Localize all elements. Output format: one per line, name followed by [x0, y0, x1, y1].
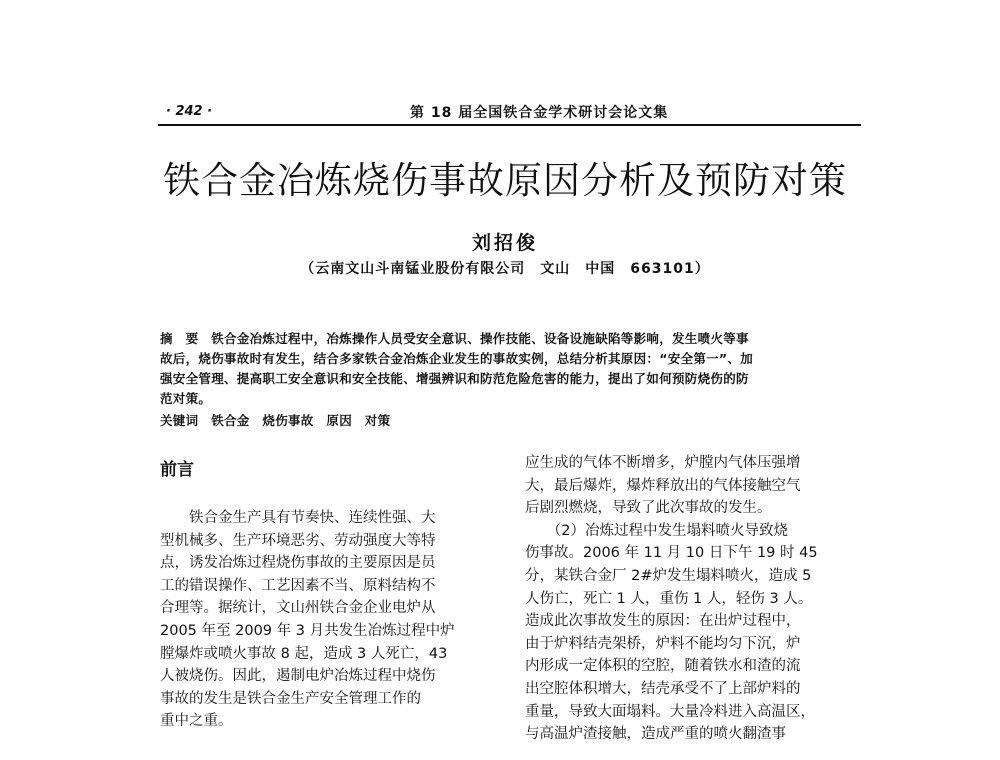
- body-line: 大，最后爆炸，爆炸释放出的气体接触空气: [525, 477, 801, 494]
- body-line: 重量，导致大面塌料。大量冷料进入高温区，: [525, 703, 815, 720]
- body-line: 合理等。据统计，文山州铁合金企业电炉从: [160, 600, 436, 617]
- body-line: 出空腔体积增大，结壳承受不了上部炉料的: [525, 680, 801, 697]
- body-line: 工的错误操作、工艺因素不当、原料结构不: [160, 577, 436, 594]
- body-line: 由于炉料结壳架桥，炉料不能均匀下沉，炉: [525, 635, 801, 652]
- running-header: 第 18 届全国铁合金学术研讨会论文集: [410, 105, 669, 121]
- left-column: [160, 507, 455, 733]
- right-column: [525, 452, 818, 746]
- body-line: 内形成一定体积的空腔，随着铁水和渣的流: [525, 658, 801, 675]
- body-line: 应生成的气体不断增多，炉膛内气体压强增: [525, 455, 801, 471]
- body-line: 2005 年至 2009 年 3 月共发生冶炼过程中炉: [160, 622, 455, 639]
- body-line: 点，诱发冶炼过程烧伤事故的主要原因是员: [160, 555, 436, 572]
- keywords: 关键词 铁合金 烧伤事故 原因 对策: [160, 413, 391, 428]
- body-line: 铁合金生产具有节奏快、连续性强、大: [160, 510, 436, 526]
- body-line: 事故的发生是铁合金生产安全管理工作的: [160, 690, 421, 707]
- body-line: 型机械多、生产环境恶劣、劳动强度大等特: [160, 532, 436, 549]
- affiliation: （云南文山斗南锰业股份有限公司 文山 中国 663101）: [300, 261, 710, 277]
- body-line: 膛爆炸或喷火事故 8 起，造成 3 人死亡，43: [160, 645, 448, 662]
- page-number: · 242 ·: [166, 104, 213, 119]
- body-line: 人伤亡，死亡 1 人，重伤 1 人，轻伤 3 人。: [525, 590, 813, 607]
- body-line: 与高温炉渣接触，造成严重的喷火翻渣事: [525, 726, 786, 743]
- body-line: 后剧烈燃烧，导致了此次事故的发生。: [525, 500, 772, 517]
- body-line: 重中之重。: [160, 713, 233, 730]
- paper-title: 铁合金冶炼烧伤事故原因分析及预防对策: [163, 159, 847, 202]
- body-line: （2）冶炼过程中发生塌料喷火导致烧: [525, 522, 788, 539]
- body-line: 分，某铁合金厂 2#炉发生塌料喷火，造成 5: [525, 567, 812, 584]
- abstract-line: 摘 要 铁合金冶炼过程中，冶炼操作人员受安全意识、操作技能、设备设施缺陷等影响，发生喷火等事: [160, 331, 749, 346]
- section-heading: 前言: [160, 460, 194, 480]
- body-line: 造成此次事故发生的原因：在出炉过程中，: [525, 613, 801, 630]
- body-line: 人被烧伤。因此，遏制电炉冶炼过程中烧伤: [160, 668, 436, 685]
- abstract-line: 故后，烧伤事故时有发生，结合多家铁合金冶炼企业发生的事故实例，总结分析其原因：“安全第一”、加: [160, 351, 754, 366]
- author: 刘招俊: [471, 232, 538, 254]
- abstract-line: 强安全管理、提高职工安全意识和安全技能、增强辨识和防范危险危害的能力，提出了如何预防烧伤的防: [160, 371, 749, 386]
- abstract-line: 范对策。: [160, 391, 212, 406]
- header-rule: [158, 124, 861, 126]
- body-line: 伤事故。2006 年 11 月 10 日下午 19 时 45: [525, 545, 818, 562]
